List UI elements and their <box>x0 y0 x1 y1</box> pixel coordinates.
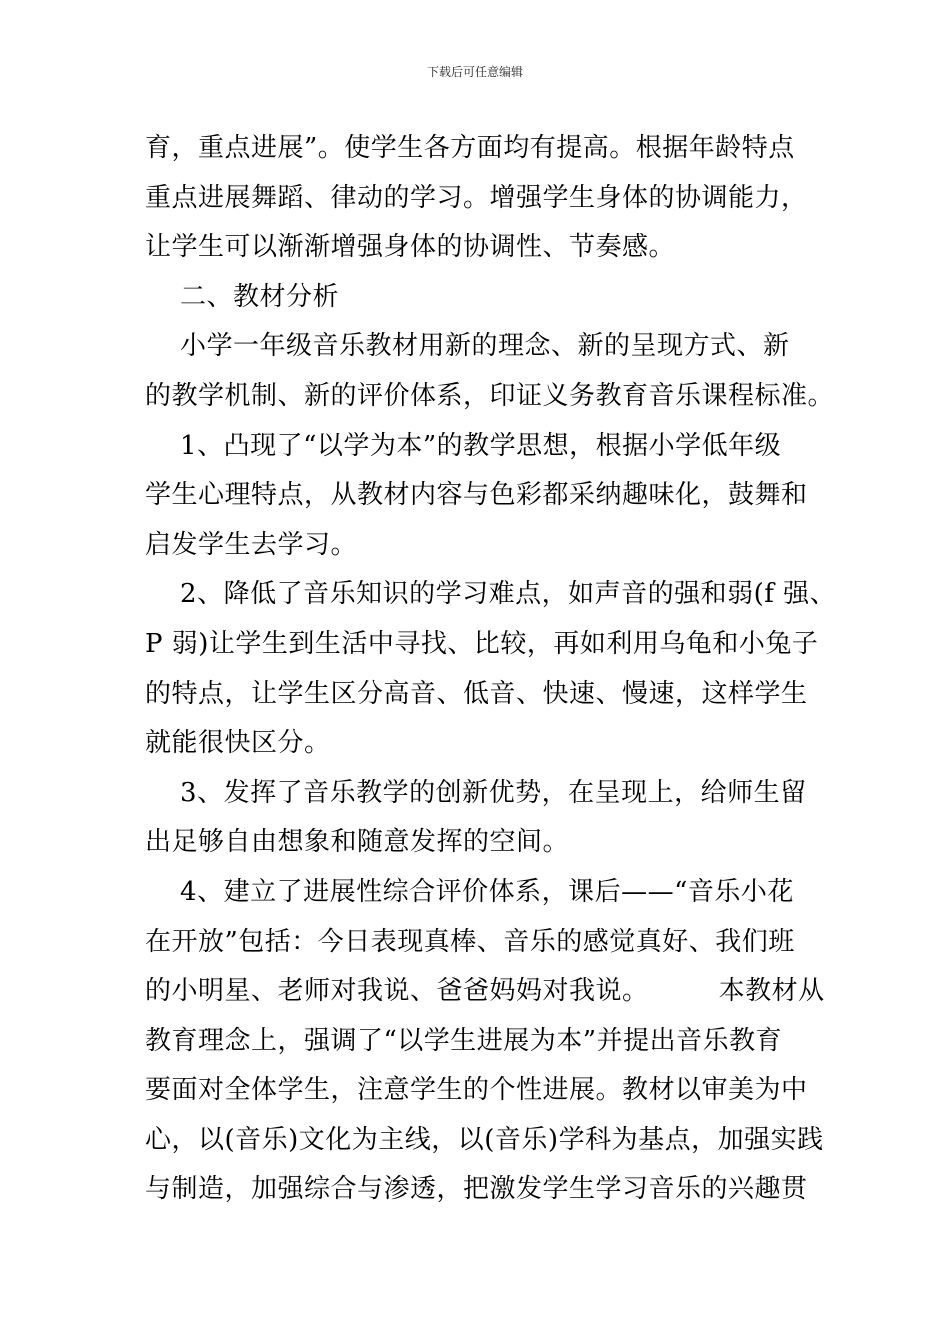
text-line: 1、凸现了“以学为本”的教学思想，根据小学低年级 <box>145 430 782 461</box>
text-line: 小学一年级音乐教材用新的理念、新的呈现方式、新 <box>145 331 790 362</box>
text-line: 要面对全体学生，注意学生的个性进展。教材以审美为中 <box>145 1075 808 1106</box>
text-line: 让学生可以渐渐增强身体的协调性、节奏感。 <box>145 232 676 263</box>
section-heading: 二、教材分析 <box>145 281 340 312</box>
text-line: 的小明星、老师对我说、爸爸妈妈对我说。 本教材从 <box>145 976 825 1007</box>
text-line: 2、降低了音乐知识的学习难点，如声音的强和弱(f 强、 <box>145 579 837 610</box>
text-line: 学生心理特点，从教材内容与色彩都采纳趣味化，鼓舞和 <box>145 480 808 511</box>
text-line: 出足够自由想象和随意发挥的空间。 <box>145 827 570 858</box>
text-line: 就能很快区分。 <box>145 728 331 759</box>
text-line: 的特点，让学生区分高音、低音、快速、慢速，这样学生 <box>145 678 808 709</box>
text-line: 心，以(音乐)文化为主线，以(音乐)学科为基点，加强实践 <box>145 1124 824 1155</box>
text-line: 教育理念上，强调了“以学生进展为本”并提出音乐教育 <box>145 1025 783 1056</box>
document-body <box>145 124 835 1215</box>
text-line: 3、发挥了音乐教学的创新优势，在呈现上，给师生留 <box>145 777 807 808</box>
text-line: 启发学生去学习。 <box>145 529 358 560</box>
text-line: 重点进展舞蹈、律动的学习。增强学生身体的协调能力， <box>145 182 808 213</box>
page-header: 下载后可任意编辑 <box>426 65 523 79</box>
text-line: 4、建立了进展性综合评价体系，课后——“音乐小花 <box>145 876 794 907</box>
text-line: 在开放”包括：今日表现真棒、音乐的感觉真好、我们班 <box>145 926 795 957</box>
text-line: 育，重点进展”。使学生各方面均有提高。根据年龄特点 <box>145 133 795 163</box>
text-line: 与制造，加强综合与渗透，把激发学生学习音乐的兴趣贯 <box>145 1174 808 1205</box>
text-line: P 弱)让学生到生活中寻找、比较，再如利用乌龟和小兔子 <box>145 628 819 659</box>
text-line: 的教学机制、新的评价体系，印证义务教育音乐课程标准。 <box>145 380 835 411</box>
